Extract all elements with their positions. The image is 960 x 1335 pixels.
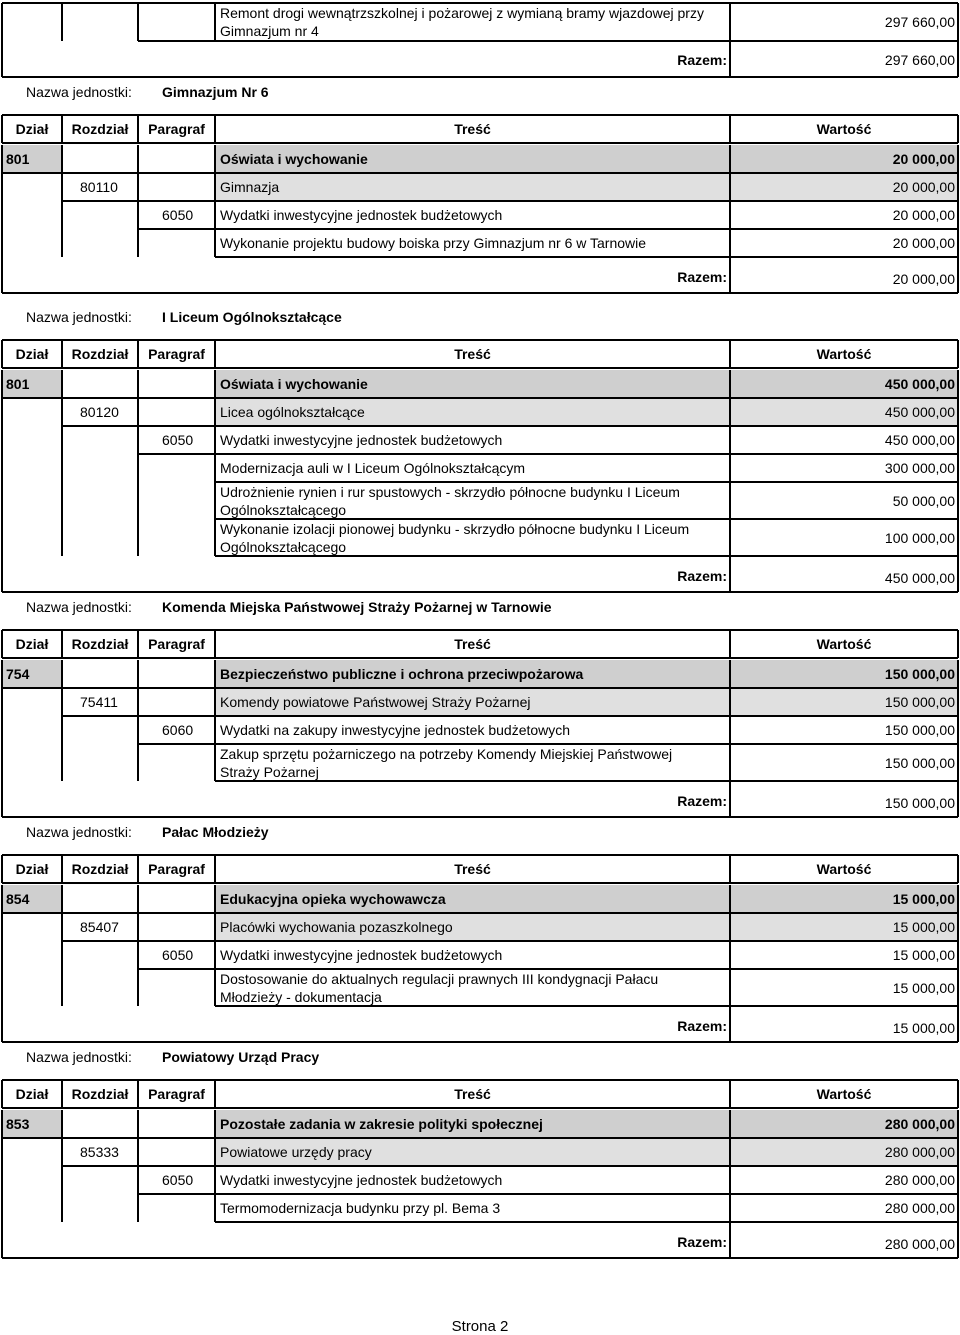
table-rule (137, 1110, 139, 1138)
table-rule (1, 145, 3, 173)
task-value: 100 000,00 (884, 529, 955, 546)
paragraf-value: 450 000,00 (884, 432, 955, 448)
rozdzial-name: Licea ogólnokształcące (220, 404, 365, 420)
paragraf-value: 20 000,00 (892, 207, 955, 223)
rozdzial-code: 85333 (80, 1144, 119, 1160)
table-rule (137, 398, 139, 426)
task-value: 150 000,00 (884, 754, 955, 771)
rozdzial-bg (215, 174, 958, 201)
table-rule (1, 229, 3, 257)
paragraf-name: Wydatki inwestycyjne jednostek budżetowych (220, 1172, 503, 1188)
header-paragraf: Paragraf (148, 346, 205, 362)
table-rule (729, 1110, 731, 1138)
table-rule (137, 913, 139, 941)
table-rule (137, 370, 139, 398)
table-rule (1, 556, 3, 592)
unit-label: Nazwa jednostki: (26, 84, 132, 100)
paragraf-value: 280 000,00 (884, 1172, 955, 1188)
table-rule (957, 3, 959, 77)
table-rule (1, 781, 3, 817)
table-rule (957, 1222, 959, 1258)
task-value: 300 000,00 (884, 460, 955, 476)
rozdzial-code: 80120 (80, 404, 119, 420)
table-rule (957, 716, 959, 744)
task-value: 280 000,00 (884, 1200, 955, 1216)
table-rule (137, 660, 139, 688)
table-rule (214, 744, 216, 781)
table-rule (137, 519, 139, 556)
task-text: Straży Pożarnej (220, 764, 319, 780)
table-rule (137, 1166, 139, 1194)
table-rule (138, 228, 958, 230)
paragraf-name: Wydatki na zakupy inwestycyjne jednostek budżetowych (220, 722, 571, 738)
task-text: Termomodernizacja budynku przy pl. Bema 3 (220, 1200, 501, 1216)
table-rule (61, 885, 63, 913)
table-rule (1, 173, 3, 201)
table-rule (957, 173, 959, 201)
table-rule (61, 688, 63, 716)
table-rule (61, 370, 63, 398)
table-rule (214, 426, 216, 454)
table-rule (729, 482, 731, 519)
table-rule (729, 454, 731, 482)
table-rule (1, 1006, 3, 1042)
dzial-value: 450 000,00 (884, 376, 955, 392)
table-rule (729, 1006, 731, 1042)
unit-name: Gimnazjum Nr 6 (162, 84, 269, 100)
table-rule (1, 3, 3, 77)
task-text: Wykonanie projektu budowy boiska przy Gimnazjum nr 6 w Tarnowie (220, 235, 647, 251)
razem-value: 15 000,00 (892, 1020, 955, 1036)
header-dzial: Dział (15, 1086, 49, 1102)
table-rule (1, 519, 3, 556)
table-rule (137, 716, 139, 744)
table-rule (957, 781, 959, 817)
table-rule (2, 629, 958, 631)
table-rule (214, 229, 216, 257)
dzial-code: 801 (6, 376, 30, 392)
header-paragraf: Paragraf (148, 636, 205, 652)
table-rule (729, 781, 731, 817)
header-wartosc: Wartość (816, 346, 872, 362)
table-rule (138, 1193, 958, 1195)
table-rule (957, 1194, 959, 1222)
table-rule (2, 1257, 958, 1259)
dzial-code: 854 (6, 891, 30, 907)
dzial-value: 150 000,00 (884, 666, 955, 682)
table-rule (61, 1138, 63, 1166)
table-rule (1, 398, 3, 426)
table-rule (2, 816, 958, 818)
table-rule (61, 201, 63, 229)
rozdzial-code: 75411 (80, 694, 118, 710)
table-rule (61, 913, 63, 941)
table-rule (61, 1110, 63, 1138)
paragraf-value: 15 000,00 (892, 947, 955, 963)
header-tresc: Treść (454, 346, 491, 362)
razem-value: 20 000,00 (892, 271, 955, 287)
header-tresc: Treść (454, 1086, 491, 1102)
table-rule (957, 969, 959, 1006)
table-rule (61, 969, 63, 1006)
table-rule (729, 1194, 731, 1222)
table-rule (214, 398, 216, 426)
dzial-name: Pozostałe zadania w zakresie polityki społecznej (220, 1116, 543, 1132)
paragraf-value: 150 000,00 (884, 722, 955, 738)
header-wartosc: Wartość (816, 636, 872, 652)
dzial-code: 801 (6, 151, 30, 167)
table-rule (214, 482, 216, 519)
table-rule (729, 426, 731, 454)
header-dzial: Dział (15, 346, 49, 362)
header-paragraf: Paragraf (148, 121, 205, 137)
header-rozdzial: Rozdział (71, 636, 129, 652)
table-rule (729, 1222, 731, 1258)
table-rule (61, 716, 63, 744)
table-rule (729, 173, 731, 201)
task-text: Ogólnokształcącego (220, 539, 347, 555)
table-rule (1, 370, 3, 398)
paragraf-name: Wydatki inwestycyjne jednostek budżetowych (220, 207, 503, 223)
table-rule (214, 716, 216, 744)
header-wartosc: Wartość (816, 121, 872, 137)
table-rule (1, 1138, 3, 1166)
table-rule (729, 257, 731, 293)
table-rule (61, 398, 63, 426)
table-rule (61, 1166, 63, 1194)
table-rule (957, 398, 959, 426)
table-rule (1, 744, 3, 781)
table-rule (729, 716, 731, 744)
table-rule (61, 173, 63, 201)
razem-value: 297 660,00 (884, 52, 955, 68)
razem-label: Razem: (677, 1018, 727, 1034)
table-rule (1, 482, 3, 519)
header-rozdzial: Rozdział (71, 861, 129, 877)
table-rule (957, 913, 959, 941)
page-number: Strona 2 (451, 1318, 509, 1335)
table-rule (137, 1138, 139, 1166)
task-text: Zakup sprzętu pożarniczego na potrzeby Komendy Miejskiej Państwowej (220, 746, 673, 762)
table-rule (957, 201, 959, 229)
header-tresc: Treść (454, 861, 491, 877)
table-rule (957, 229, 959, 257)
table-rule (957, 482, 959, 519)
unit-name: Komenda Miejska Państwowej Straży Pożarnej w Tarnowie (162, 599, 552, 615)
table-rule (61, 482, 63, 519)
rozdzial-value: 150 000,00 (884, 694, 955, 710)
table-rule (62, 1165, 958, 1167)
dzial-value: 15 000,00 (892, 891, 955, 907)
rozdzial-name: Powiatowe urzędy pracy (220, 1144, 372, 1160)
table-rule (1, 1166, 3, 1194)
table-rule (2, 591, 958, 593)
table-rule (1, 257, 3, 293)
header-dzial: Dział (15, 121, 49, 137)
table-rule (729, 3, 731, 77)
unit-label: Nazwa jednostki: (26, 599, 132, 615)
razem-label: Razem: (677, 568, 727, 584)
table-rule (1, 1110, 3, 1138)
task-text: Wykonanie izolacji pionowej budynku - skrzydło północne budynku I Liceum (220, 521, 690, 537)
table-rule (2, 339, 958, 341)
dzial-name: Oświata i wychowanie (220, 151, 368, 167)
dzial-code: 853 (6, 1116, 30, 1132)
rozdzial-value: 450 000,00 (884, 404, 955, 420)
unit-label: Nazwa jednostki: (26, 309, 132, 325)
table-rule (2, 76, 958, 78)
table-rule (957, 145, 959, 173)
header-paragraf: Paragraf (148, 861, 205, 877)
table-rule (1, 885, 3, 913)
task-text: Udrożnienie rynien i rur spustowych - skrzydło północne budynku I Liceum (220, 484, 680, 500)
table-rule (214, 1110, 216, 1138)
table-rule (214, 941, 216, 969)
table-rule (1, 426, 3, 454)
dzial-name: Edukacyjna opieka wychowawcza (220, 891, 446, 907)
task-text: Młodzieży - dokumentacja (220, 989, 382, 1005)
task-value: 50 000,00 (892, 492, 955, 509)
header-dzial: Dział (15, 636, 49, 652)
table-rule (957, 885, 959, 913)
table-rule (214, 454, 216, 482)
task-value: 20 000,00 (892, 235, 955, 251)
rozdzial-name: Komendy powiatowe Państwowej Straży Pożarnej (220, 694, 531, 710)
table-rule (137, 426, 139, 454)
header-wartosc: Wartość (816, 861, 872, 877)
unit-label: Nazwa jednostki: (26, 1049, 132, 1065)
table-rule (729, 885, 731, 913)
table-rule (2, 657, 958, 659)
table-rule (729, 941, 731, 969)
table-rule (214, 1166, 216, 1194)
table-rule (137, 201, 139, 229)
table-rule (61, 941, 63, 969)
table-rule (62, 940, 958, 942)
header-tresc: Treść (454, 121, 491, 137)
table-rule (214, 1194, 216, 1222)
razem-value: 450 000,00 (884, 570, 955, 586)
table-rule (957, 257, 959, 293)
table-rule (61, 3, 63, 41)
paragraf-code: 6050 (162, 207, 194, 223)
table-rule (957, 1138, 959, 1166)
paragraf-code: 6060 (162, 722, 194, 738)
table-rule (214, 370, 216, 398)
table-rule (1, 716, 3, 744)
table-rule (957, 688, 959, 716)
table-rule (1, 688, 3, 716)
table-rule (1, 201, 3, 229)
table-rule (729, 556, 731, 592)
table-rule (957, 426, 959, 454)
table-rule (214, 885, 216, 913)
header-wartosc: Wartość (816, 1086, 872, 1102)
table-rule (2, 1041, 958, 1043)
table-rule (61, 1194, 63, 1222)
table-rule (729, 229, 731, 257)
table-rule (61, 426, 63, 454)
table-rule (729, 1166, 731, 1194)
table-rule (729, 913, 731, 941)
table-rule (957, 454, 959, 482)
table-rule (2, 1107, 958, 1109)
table-rule (957, 941, 959, 969)
table-rule (729, 370, 731, 398)
table-rule (957, 1006, 959, 1042)
table-rule (62, 200, 958, 202)
table-rule (1, 454, 3, 482)
table-rule (1, 1222, 3, 1258)
task-text: Dostosowanie do aktualnych regulacji prawnych III kondygnacji Pałacu (220, 971, 659, 987)
table-rule (957, 744, 959, 781)
dzial-name: Oświata i wychowanie (220, 376, 368, 392)
unit-name: Pałac Młodzieży (162, 824, 269, 840)
table-rule (137, 941, 139, 969)
table-rule (137, 688, 139, 716)
table-rule (214, 913, 216, 941)
dzial-name: Bezpieczeństwo publiczne i ochrona przeciwpożarowa (220, 666, 584, 682)
table-rule (2, 367, 958, 369)
table-rule (1, 1194, 3, 1222)
table-rule (957, 370, 959, 398)
task-value: 15 000,00 (892, 979, 955, 996)
table-rule (215, 1221, 958, 1223)
razem-value: 150 000,00 (884, 795, 955, 811)
header-tresc: Treść (454, 636, 491, 652)
table-rule (1, 913, 3, 941)
table-rule (214, 688, 216, 716)
table-rule (61, 229, 63, 257)
table-rule (138, 40, 958, 42)
table-rule (2, 292, 958, 294)
dzial-value: 20 000,00 (892, 151, 955, 167)
table-rule (729, 688, 731, 716)
razem-value: 280 000,00 (884, 1236, 955, 1252)
header-dzial: Dział (15, 861, 49, 877)
paragraf-code: 6050 (162, 947, 194, 963)
table-rule (61, 744, 63, 781)
unit-name: Powiatowy Urząd Pracy (162, 1049, 320, 1065)
table-rule (137, 145, 139, 173)
table-rule (214, 145, 216, 173)
task-value: 297 660,00 (884, 14, 955, 30)
table-rule (61, 660, 63, 688)
table-rule (137, 454, 139, 482)
unit-name: I Liceum Ogólnokształcące (162, 309, 342, 325)
table-rule (137, 969, 139, 1006)
table-rule (729, 969, 731, 1006)
table-rule (214, 173, 216, 201)
table-rule (729, 660, 731, 688)
table-rule (2, 1079, 958, 1081)
rozdzial-value: 15 000,00 (892, 919, 955, 935)
rozdzial-code: 85407 (80, 919, 119, 935)
table-rule (214, 201, 216, 229)
table-rule (62, 715, 958, 717)
paragraf-code: 6050 (162, 432, 194, 448)
header-paragraf: Paragraf (148, 1086, 205, 1102)
task-text: Modernizacja auli w I Liceum Ogólnokształcącym (220, 460, 526, 476)
table-rule (729, 744, 731, 781)
table-rule (214, 519, 216, 556)
paragraf-name: Wydatki inwestycyjne jednostek budżetowych (220, 947, 503, 963)
dzial-code: 754 (6, 666, 30, 682)
table-rule (2, 854, 958, 856)
razem-label: Razem: (677, 269, 727, 285)
table-rule (957, 660, 959, 688)
table-rule (957, 1166, 959, 1194)
table-rule (2, 882, 958, 884)
table-rule (729, 519, 731, 556)
rozdzial-value: 280 000,00 (884, 1144, 955, 1160)
table-rule (61, 145, 63, 173)
table-rule (137, 1194, 139, 1222)
header-rozdzial: Rozdział (71, 1086, 129, 1102)
rozdzial-name: Placówki wychowania pozaszkolnego (220, 919, 453, 935)
header-rozdzial: Rozdział (71, 346, 129, 362)
table-rule (214, 3, 216, 41)
table-rule (957, 519, 959, 556)
table-rule (137, 173, 139, 201)
razem-label: Razem: (677, 52, 727, 68)
table-rule (137, 3, 139, 41)
table-rule (214, 660, 216, 688)
razem-label: Razem: (677, 793, 727, 809)
dzial-value: 280 000,00 (884, 1116, 955, 1132)
paragraf-name: Wydatki inwestycyjne jednostek budżetowych (220, 432, 503, 448)
table-rule (729, 201, 731, 229)
table-rule (62, 425, 958, 427)
paragraf-code: 6050 (162, 1172, 194, 1188)
task-text: Remont drogi wewnątrzszkolnej i pożarowej z wymianą bramy wjazdowej przy (220, 5, 704, 21)
table-rule (729, 398, 731, 426)
table-rule (729, 1138, 731, 1166)
rozdzial-value: 20 000,00 (892, 179, 955, 195)
table-rule (214, 969, 216, 1006)
rozdzial-name: Gimnazja (220, 179, 280, 195)
table-rule (61, 519, 63, 556)
table-rule (2, 142, 958, 144)
unit-label: Nazwa jednostki: (26, 824, 132, 840)
table-rule (957, 556, 959, 592)
table-rule (729, 145, 731, 173)
table-rule (215, 256, 958, 258)
table-rule (137, 744, 139, 781)
table-rule (137, 229, 139, 257)
table-rule (137, 482, 139, 519)
header-rozdzial: Rozdział (71, 121, 129, 137)
table-rule (957, 1110, 959, 1138)
table-rule (61, 454, 63, 482)
table-rule (2, 114, 958, 116)
table-rule (137, 885, 139, 913)
table-rule (215, 780, 958, 782)
task-text: Ogólnokształcącego (220, 502, 347, 518)
razem-label: Razem: (677, 1234, 727, 1250)
task-text: Gimnazjum nr 4 (220, 23, 319, 39)
table-rule (214, 1138, 216, 1166)
table-rule (1, 660, 3, 688)
rozdzial-code: 80110 (80, 179, 118, 195)
table-rule (138, 453, 958, 455)
table-rule (1, 941, 3, 969)
table-rule (1, 969, 3, 1006)
